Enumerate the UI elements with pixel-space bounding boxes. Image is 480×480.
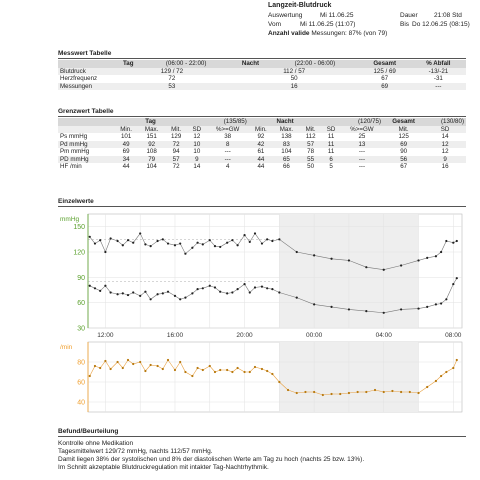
data-point	[219, 291, 221, 293]
data-point	[116, 293, 118, 295]
data-point	[179, 242, 181, 244]
data-point	[167, 359, 169, 361]
data-point	[417, 392, 419, 394]
x-tick-label: 04:00	[375, 332, 392, 339]
data-point	[89, 236, 91, 238]
data-point	[99, 290, 101, 292]
x-tick-label: 20:00	[236, 332, 253, 339]
data-point	[278, 381, 280, 383]
data-point	[357, 391, 359, 393]
data-point	[313, 391, 315, 393]
heart-rate-chart	[60, 342, 462, 412]
y-tick-label: 120	[73, 249, 85, 257]
data-point	[231, 291, 233, 293]
data-point	[89, 285, 91, 287]
data-point	[196, 288, 198, 290]
data-point	[254, 286, 256, 288]
data-point	[278, 291, 280, 293]
data-point	[167, 242, 169, 244]
data-point	[456, 240, 458, 242]
data-point	[348, 259, 350, 261]
blood-pressure-chart	[60, 214, 462, 339]
data-point	[231, 371, 233, 373]
data-point	[202, 287, 204, 289]
valid-label: Anzahl valide	[268, 30, 310, 37]
col-abfall: % Abfall	[426, 60, 451, 67]
data-point	[202, 369, 204, 371]
y-tick-label: 90	[77, 274, 85, 282]
data-point	[132, 242, 134, 244]
col-gesamt: Gesamt	[373, 60, 397, 67]
data-point	[296, 251, 298, 253]
data-point	[266, 287, 268, 289]
data-point	[122, 244, 124, 246]
data-point	[254, 366, 256, 368]
data-point	[127, 359, 129, 361]
data-point	[426, 306, 428, 308]
befund-line: Im Schnitt akzeptable Blutdruckregulation mit intakter Tag-Nachtrhythmik.	[58, 464, 269, 471]
data-point	[365, 391, 367, 393]
y-tick-label: 60	[77, 300, 85, 308]
data-point	[409, 391, 411, 393]
data-point	[139, 232, 141, 234]
vom-label: Vom	[268, 21, 282, 28]
data-point	[226, 292, 228, 294]
data-point	[287, 389, 289, 391]
data-point	[330, 258, 332, 260]
data-point	[304, 391, 306, 393]
messwert-table	[58, 60, 466, 90]
data-point	[219, 246, 221, 248]
auswertung-value: Mi 11.06.25	[320, 12, 354, 19]
data-point	[127, 239, 129, 241]
data-point	[122, 367, 124, 369]
data-point	[445, 371, 447, 373]
data-point	[184, 297, 186, 299]
einzelwerte-title: Einzelwerte	[58, 198, 94, 205]
data-point	[365, 266, 367, 268]
data-point	[196, 242, 198, 244]
data-point	[313, 254, 315, 256]
grenzwert-title: Grenzwert Tabelle	[58, 108, 114, 115]
data-point	[249, 241, 251, 243]
data-point	[104, 285, 106, 287]
data-point	[261, 286, 263, 288]
auswertung-label: Auswertung	[268, 12, 303, 19]
valid-value: Messungen: 87% (von 79)	[311, 30, 388, 37]
data-point	[116, 361, 118, 363]
bis-label: Bis	[400, 21, 410, 28]
data-point	[435, 255, 437, 257]
data-point	[452, 242, 454, 244]
table-header-row: Tag (135/85) Nacht (120/75) Gesamt (130/80)	[58, 118, 466, 126]
data-point	[249, 371, 251, 373]
x-tick-label: 16:00	[166, 332, 184, 339]
data-point	[271, 373, 273, 375]
table-row: Herzfrequenz 72 50 67 -31	[60, 75, 443, 82]
data-point	[139, 295, 141, 297]
data-point	[94, 365, 96, 367]
befund-line: Tagesmittelwert 129/72 mmHg, nachts 112/57 mmHg.	[58, 448, 213, 455]
data-point	[440, 302, 442, 304]
data-point	[174, 295, 176, 297]
vom-value: Mi 11.06.25 (11:07)	[300, 21, 356, 28]
data-point	[243, 371, 245, 373]
data-point	[400, 308, 402, 310]
data-point	[249, 291, 251, 293]
table-row: Pd mmHg 49 92 72 10 8 42 83 57 11 13 69 12	[58, 141, 466, 149]
data-point	[94, 287, 96, 289]
data-point	[383, 269, 385, 271]
table-row: Ps mmHg 101 151 129 12 38 92 138 112 11 25 125 14	[60, 133, 449, 140]
grenzwert-table	[58, 118, 466, 171]
data-point	[162, 292, 164, 294]
data-point	[144, 370, 146, 372]
data-point	[226, 242, 228, 244]
data-point	[122, 292, 124, 294]
y-axis-label: /min	[60, 344, 73, 351]
data-point	[184, 371, 186, 373]
data-point	[214, 371, 216, 373]
data-point	[278, 238, 280, 240]
data-point	[156, 240, 158, 242]
data-point	[296, 392, 298, 394]
data-point	[99, 367, 101, 369]
data-point	[99, 239, 101, 241]
data-point	[94, 242, 96, 244]
data-point	[365, 310, 367, 312]
data-point	[191, 247, 193, 249]
data-point	[191, 292, 193, 294]
data-point	[132, 363, 134, 365]
data-point	[440, 375, 442, 377]
data-point	[150, 364, 152, 366]
data-point	[174, 244, 176, 246]
data-point	[254, 232, 256, 234]
data-point	[426, 386, 428, 388]
y-tick-label: 40	[77, 399, 85, 407]
data-point	[139, 361, 141, 363]
data-point	[456, 277, 458, 279]
y-axis-label: mmHg	[60, 216, 80, 223]
data-point	[330, 393, 332, 395]
data-point	[374, 389, 376, 391]
data-point	[243, 283, 245, 285]
data-point	[435, 380, 437, 382]
data-point	[271, 288, 273, 290]
data-point	[383, 391, 385, 393]
data-point	[261, 242, 263, 244]
data-point	[226, 369, 228, 371]
data-point	[214, 286, 216, 288]
x-tick-label: 08:00	[445, 332, 462, 339]
data-point	[435, 303, 437, 305]
befund-title: Befund/Beurteilung	[58, 428, 119, 435]
data-point	[179, 361, 181, 363]
data-point	[179, 298, 181, 300]
data-point	[209, 239, 211, 241]
data-point	[174, 369, 176, 371]
data-point	[445, 298, 447, 300]
x-tick-label: 00:00	[305, 332, 323, 339]
dauer-value: 21:08 Std	[434, 12, 462, 19]
data-point	[191, 375, 193, 377]
data-point	[417, 307, 419, 309]
data-point	[426, 257, 428, 259]
befund-line: Kontrolle ohne Medikation	[58, 440, 134, 447]
y-tick-label: 30	[77, 325, 85, 333]
data-point	[440, 251, 442, 253]
data-point	[237, 288, 239, 290]
table-row: Messungen 53 16 69 ---	[58, 83, 466, 91]
data-point	[400, 264, 402, 266]
data-point	[214, 245, 216, 247]
data-point	[271, 240, 273, 242]
data-point	[237, 367, 239, 369]
data-point	[266, 370, 268, 372]
data-point	[196, 367, 198, 369]
data-point	[144, 243, 146, 245]
data-point	[348, 392, 350, 394]
data-point	[237, 244, 239, 246]
data-point	[162, 368, 164, 370]
data-point	[266, 238, 268, 240]
data-point	[400, 391, 402, 393]
data-point	[184, 253, 186, 255]
data-point	[104, 360, 106, 362]
col-nacht: Nacht	[241, 60, 260, 67]
data-point	[150, 245, 152, 247]
data-point	[452, 283, 454, 285]
data-point	[452, 367, 454, 369]
data-point	[456, 359, 458, 361]
data-point	[132, 291, 134, 293]
data-point	[339, 393, 341, 395]
data-point	[110, 291, 112, 293]
data-point	[110, 237, 112, 239]
data-point	[116, 240, 118, 242]
data-point	[89, 375, 91, 377]
table-header-row: Tag (06:00 - 22:00) Nacht (22:00 - 06:00) Gesamt % Abfall	[58, 60, 466, 68]
data-point	[156, 293, 158, 295]
data-point	[243, 234, 245, 236]
data-point	[383, 312, 385, 314]
data-point	[296, 297, 298, 299]
data-point	[209, 285, 211, 287]
data-point	[330, 306, 332, 308]
data-point	[391, 390, 393, 392]
report-title: Langzeit-Blutdruck	[268, 2, 332, 9]
data-point	[219, 369, 221, 371]
data-point	[261, 368, 263, 370]
befund-line: Damit liegen 38% der systolischen und 8% der diastolischen Werte am Tag zu hoch (nachts 25 bzw. 13%).	[58, 456, 365, 463]
data-point	[322, 394, 324, 396]
data-point	[162, 238, 164, 240]
messwert-title: Messwert Tabelle	[58, 50, 112, 57]
data-point	[231, 239, 233, 241]
data-point	[313, 303, 315, 305]
table-row: Blutdruck 129 / 72 112 / 57 125 / 69 -13/-21	[58, 68, 466, 76]
data-point	[445, 240, 447, 242]
col-tag: Tag	[122, 60, 134, 67]
data-point	[127, 294, 129, 296]
y-tick-label: 60	[77, 379, 85, 387]
data-point	[144, 291, 146, 293]
data-point	[348, 308, 350, 310]
table-subheader-row: Min. Max. Mit. SD %>=GW Min. Max. Mit. SD %>=GW Mit. SD	[58, 126, 466, 134]
y-tick-label: 80	[77, 359, 85, 367]
table-row: HF /min 44 104 72 14 4 44 66 50 5 --- 67 16	[60, 163, 449, 170]
data-point	[156, 365, 158, 367]
y-tick-label: 150	[73, 224, 85, 232]
data-point	[104, 251, 106, 253]
x-tick-label: 12:00	[97, 332, 114, 339]
valid-measurements	[268, 30, 387, 38]
data-point	[150, 298, 152, 300]
data-point	[417, 259, 419, 261]
data-point	[202, 243, 204, 245]
einzelwerte-chart	[58, 208, 466, 420]
data-point	[209, 365, 211, 367]
dauer-label: Dauer	[400, 12, 418, 19]
data-point	[110, 368, 112, 370]
table-row: Pm mmHg 69 108 94 10 --- 61 104 78 11 --- 90 12	[60, 148, 449, 155]
bis-value: Do 12.06.25 (08:15)	[412, 21, 470, 28]
table-row: PD mmHg 34 79 57 9 --- 44 65 55 6 --- 56 9	[58, 156, 466, 164]
data-point	[167, 291, 169, 293]
